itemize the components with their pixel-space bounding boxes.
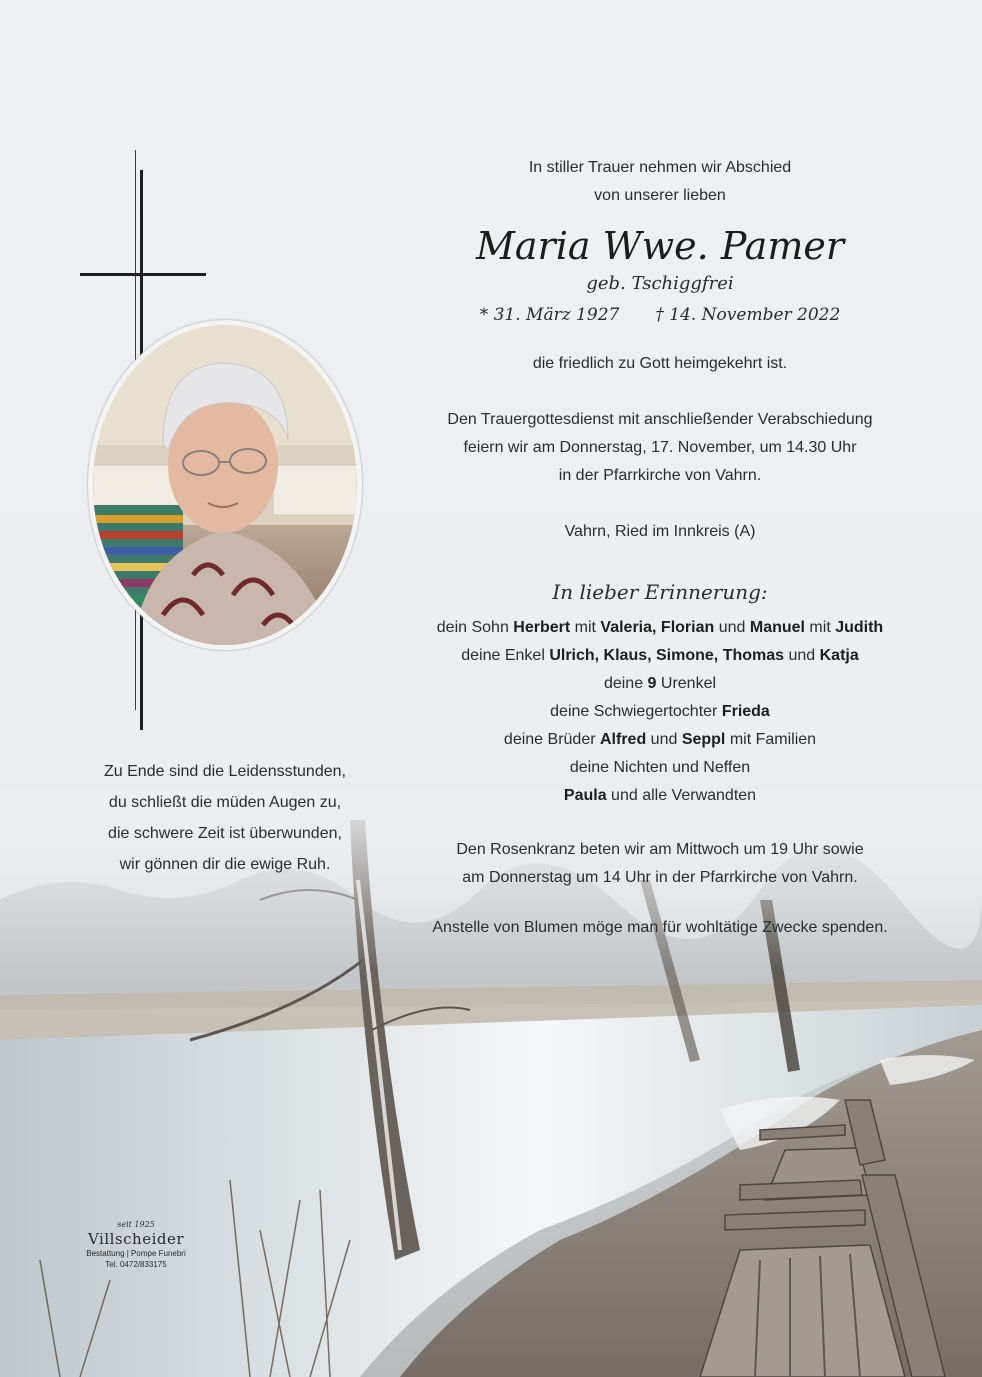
logo-name: Villscheider xyxy=(87,1230,185,1248)
birth-date: * 31. März 1927 xyxy=(479,305,620,325)
memory-heading: In lieber Erinnerung: xyxy=(552,580,768,604)
mourner-line-5: deine Brüder Alfred und Seppl mit Familien xyxy=(503,731,817,748)
flowers-line: Anstelle von Blumen möge man für wohltätige Zwecke spenden. xyxy=(432,919,888,936)
portrait-frame xyxy=(88,320,362,650)
poem xyxy=(70,756,380,880)
mourner-line-4: deine Schwiegertochter Frieda xyxy=(550,703,770,720)
memory-block xyxy=(400,578,920,810)
service-block xyxy=(400,406,920,490)
deceased-name: Maria Wwe. Pamer xyxy=(475,224,845,268)
rosary-block xyxy=(400,836,920,892)
intro-line-1: In stiller Trauer nehmen wir Abschied xyxy=(528,159,792,176)
logo-sub: Bestattung | Pompe Funebri xyxy=(86,1249,186,1258)
rosary-line-2: am Donnerstag um 14 Uhr in der Pfarrkirche von Vahrn. xyxy=(462,869,858,886)
service-line-1: Den Trauergottesdienst mit anschließender Verabschiedung xyxy=(447,411,873,428)
notice-text xyxy=(400,154,920,210)
mourner-line-2: deine Enkel Ulrich, Klaus, Simone, Thomas und Katja xyxy=(461,647,859,664)
intro-line-2: von unserer lieben xyxy=(594,187,726,204)
cross-horizontal-bar xyxy=(80,273,206,276)
mourner-line-6: deine Nichten und Neffen xyxy=(569,759,751,776)
poem-line-4: wir gönnen dir die ewige Ruh. xyxy=(119,856,331,873)
portrait-figure xyxy=(93,325,357,645)
maiden-name: geb. Tschiggfrei xyxy=(586,273,734,294)
places-block xyxy=(400,518,920,546)
logo-since: seit 1925 xyxy=(117,1220,155,1229)
poem-line-3: die schwere Zeit ist überwunden, xyxy=(108,825,342,842)
flowers-block xyxy=(390,914,930,942)
mourner-line-7: Paula und alle Verwandten xyxy=(563,787,757,804)
places-line: Vahrn, Ried im Innkreis (A) xyxy=(564,523,756,540)
mourner-line-3: deine 9 Urenkel xyxy=(603,675,717,692)
service-line-2: feiern wir am Donnerstag, 17. November, um 14.30 Uhr xyxy=(463,439,857,456)
portrait-photo xyxy=(93,325,357,645)
service-line-3: in der Pfarrkirche von Vahrn. xyxy=(558,467,762,484)
poem-line-2: du schließt die müden Augen zu, xyxy=(108,794,342,811)
passing-line: die friedlich zu Gott heimgekehrt ist. xyxy=(532,355,788,372)
life-dates xyxy=(400,302,920,328)
funeral-home-logo xyxy=(66,1220,206,1270)
poem-line-1: Zu Ende sind die Leidensstunden, xyxy=(104,763,346,780)
mourner-line-1: dein Sohn Herbert mit Valeria, Florian und Manuel mit Judith xyxy=(436,619,884,636)
deceased-block xyxy=(400,222,920,328)
death-date: † 14. November 2022 xyxy=(655,305,841,325)
rosary-line-1: Den Rosenkranz beten wir am Mittwoch um 19 Uhr sowie xyxy=(456,841,864,858)
passing-block xyxy=(400,350,920,378)
logo-phone: Tel. 0472/833175 xyxy=(105,1260,167,1269)
